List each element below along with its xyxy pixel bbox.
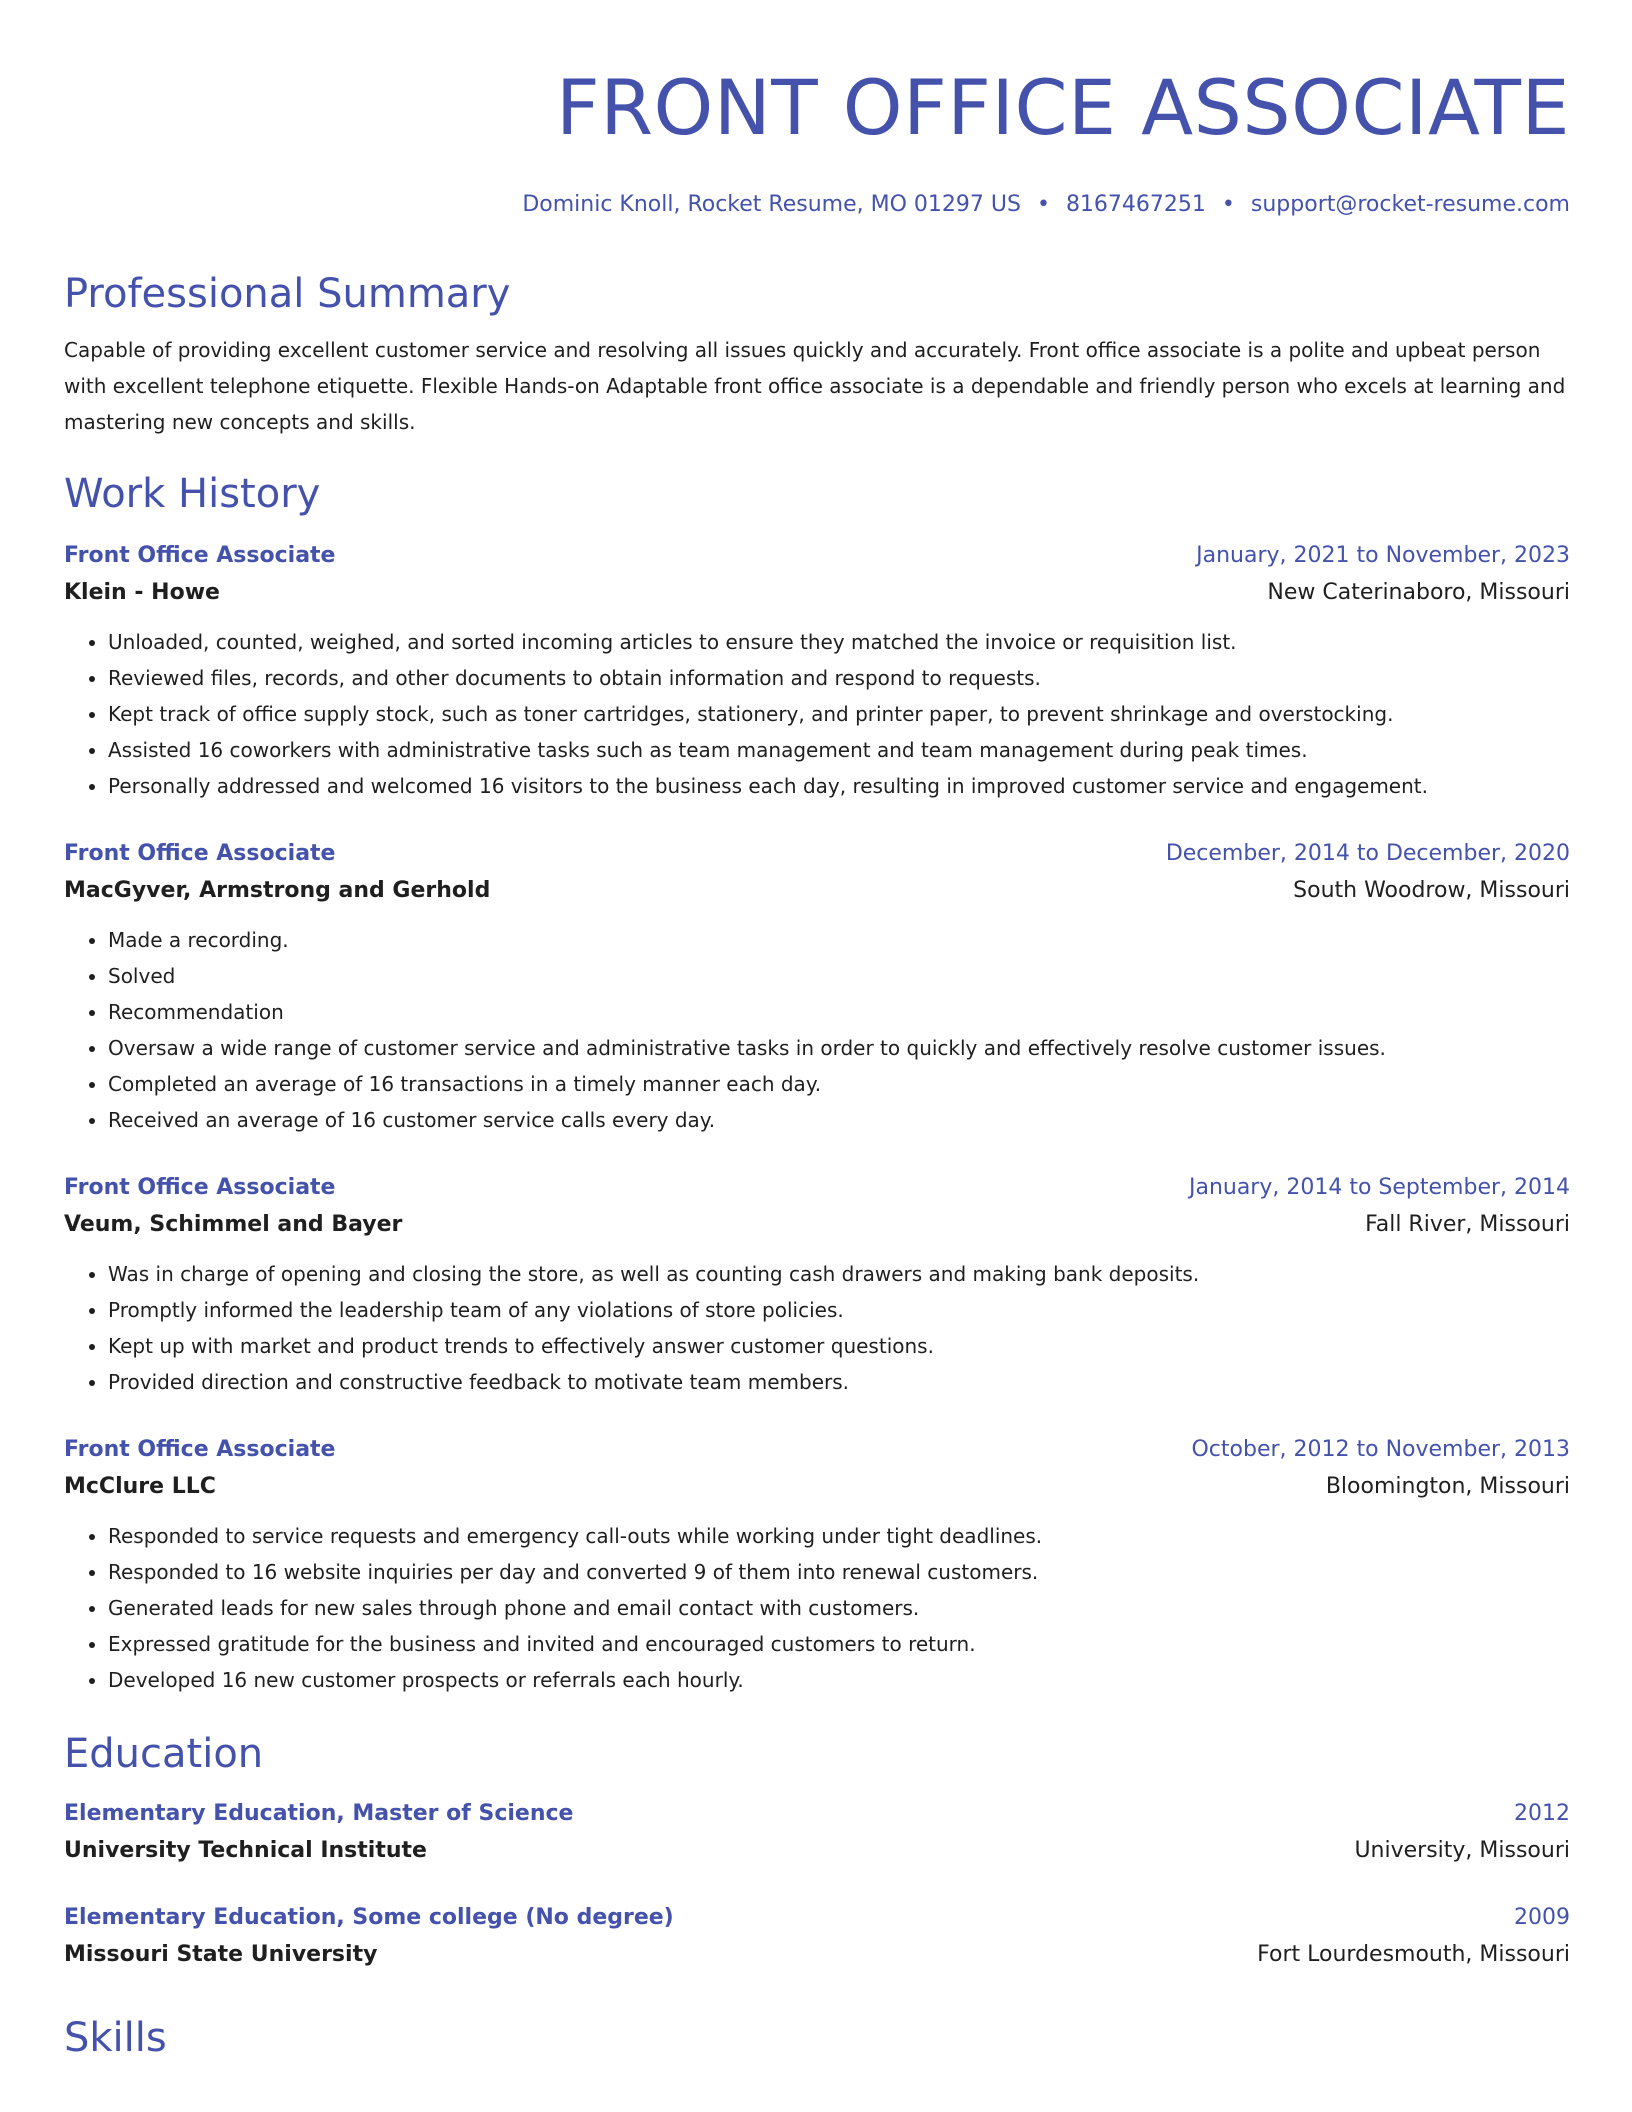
- education-school: Missouri State University: [64, 1942, 378, 1967]
- job-title: Front Office Associate: [64, 841, 336, 866]
- job-dates: January, 2021 to November, 2023: [1196, 543, 1570, 568]
- job-bullet: • Recommendation: [108, 994, 1570, 1030]
- job-entry: [64, 1432, 1570, 1698]
- contact-separator: •: [1221, 192, 1235, 217]
- job-bullet: • Responded to service requests and emergency call-outs while working under tight deadlines.: [108, 1518, 1570, 1554]
- summary-heading: Professional Summary: [64, 271, 511, 317]
- job-bullet: • Kept up with market and product trends to effectively answer customer questions.: [108, 1328, 1570, 1364]
- job-bullet: • Solved: [108, 958, 1570, 994]
- job-dates: January, 2014 to September, 2014: [1188, 1175, 1570, 1200]
- education-entry: [64, 1796, 1570, 1870]
- job-company: Veum, Schimmel and Bayer: [64, 1212, 403, 1237]
- job-bullet: • Expressed gratitude for the business and invited and encouraged customers to return.: [108, 1626, 1570, 1662]
- job-bullet: • Oversaw a wide range of customer service and administrative tasks in order to quickly and effectively resolve customer issues.: [108, 1030, 1570, 1066]
- education-year: 2012: [1514, 1801, 1570, 1826]
- job-location: Fall River, Missouri: [1365, 1212, 1570, 1237]
- job-bullet: • Reviewed files, records, and other documents to obtain information and respond to requests.: [108, 660, 1570, 696]
- job-company: MacGyver, Armstrong and Gerhold: [64, 878, 491, 903]
- job-bullets: [64, 624, 1570, 804]
- job-bullet: • Assisted 16 coworkers with administrative tasks such as team management and team management during peak times.: [108, 732, 1570, 768]
- job-location: South Woodrow, Missouri: [1293, 878, 1570, 903]
- contact-separator: •: [1036, 192, 1050, 217]
- skills-heading: Skills: [64, 2015, 167, 2061]
- job-dates: December, 2014 to December, 2020: [1165, 841, 1570, 866]
- job-company: McClure LLC: [64, 1474, 216, 1499]
- job-bullet: • Responded to 16 website inquiries per day and converted 9 of them into renewal customers.: [108, 1554, 1570, 1590]
- education-location: Fort Lourdesmouth, Missouri: [1257, 1942, 1570, 1967]
- job-bullet: • Unloaded, counted, weighed, and sorted incoming articles to ensure they matched the invoice or requisition list.: [108, 624, 1570, 660]
- job-bullet: • Kept track of office supply stock, such as toner cartridges, stationery, and printer paper, to prevent shrinkage and overstocking.: [108, 696, 1570, 732]
- job-entry: [64, 538, 1570, 804]
- contact-address: Dominic Knoll, Rocket Resume, MO 01297 US: [522, 192, 1021, 217]
- job-entry: [64, 836, 1570, 1138]
- job-location: Bloomington, Missouri: [1325, 1474, 1570, 1499]
- job-title: Front Office Associate: [64, 1175, 336, 1200]
- job-location: New Caterinaboro, Missouri: [1267, 580, 1570, 605]
- contact-line: [64, 190, 1570, 220]
- job-title: Front Office Associate: [64, 543, 336, 568]
- job-bullet: • Received an average of 16 customer service calls every day.: [108, 1102, 1570, 1138]
- education-year: 2009: [1514, 1905, 1570, 1930]
- job-bullets: [64, 922, 1570, 1138]
- summary-text: Capable of providing excellent customer service and resolving all issues quickly and accurately. Front office associate is a polite and upbeat person with excellent telephone etiquette. Flexible Hands-on Adaptable front office associate is a dependable and friendly person who excels at learning and mastering new concepts and skills.: [64, 338, 1566, 434]
- job-bullets: [64, 1256, 1570, 1400]
- job-bullets: [64, 1518, 1570, 1698]
- job-dates: October, 2012 to November, 2013: [1191, 1437, 1570, 1462]
- contact-phone: 8167467251: [1065, 192, 1206, 217]
- job-bullet: • Developed 16 new customer prospects or referrals each hourly.: [108, 1662, 1570, 1698]
- job-bullet: • Completed an average of 16 transactions in a timely manner each day.: [108, 1066, 1570, 1102]
- work-history-heading: Work History: [64, 471, 321, 517]
- job-title: Front Office Associate: [64, 1437, 336, 1462]
- job-bullet: • Made a recording.: [108, 922, 1570, 958]
- education-degree: Elementary Education, Master of Science: [64, 1801, 574, 1826]
- job-company: Klein - Howe: [64, 580, 220, 605]
- job-bullet: • Generated leads for new sales through phone and email contact with customers.: [108, 1590, 1570, 1626]
- education-location: University, Missouri: [1354, 1838, 1570, 1863]
- contact-email: support@rocket-resume.com: [1250, 192, 1570, 217]
- education-heading: Education: [64, 1731, 264, 1777]
- education-entry: [64, 1900, 1570, 1974]
- education-degree: Elementary Education, Some college (No degree): [64, 1905, 674, 1930]
- job-bullet: • Personally addressed and welcomed 16 visitors to the business each day, resulting in improved customer service and engagement.: [108, 768, 1570, 804]
- job-bullet: • Promptly informed the leadership team of any violations of store policies.: [108, 1292, 1570, 1328]
- education-school: University Technical Institute: [64, 1838, 427, 1863]
- job-bullet: • Provided direction and constructive feedback to motivate team members.: [108, 1364, 1570, 1400]
- job-entry: [64, 1170, 1570, 1400]
- resume-title: FRONT OFFICE ASSOCIATE: [556, 63, 1570, 152]
- job-bullet: • Was in charge of opening and closing the store, as well as counting cash drawers and making bank deposits.: [108, 1256, 1570, 1292]
